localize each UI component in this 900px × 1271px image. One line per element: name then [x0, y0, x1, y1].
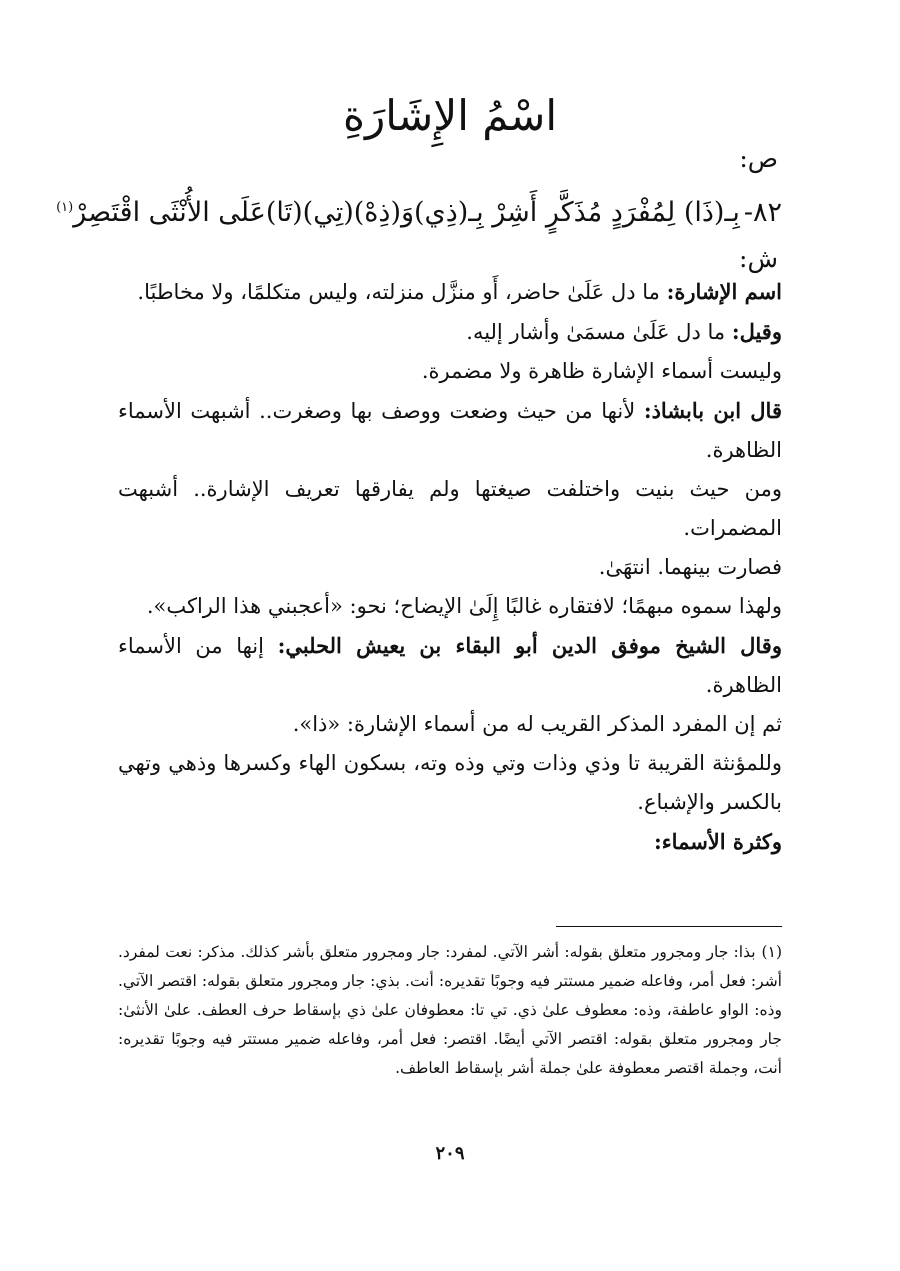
term-heading: قال ابن بابشاذ: [643, 398, 782, 423]
paragraph-text: فصارت بينهما. انتهَىٰ. [598, 555, 782, 579]
page-number: ٢٠٩ [435, 1143, 465, 1164]
commentary-label-shin: ش: [739, 244, 778, 273]
verse-text: بِـ(ذَا) لِمُفْرَدٍ مُذَكَّرٍ أَشِرْ بِـ(ذِي)وَ(ذِهْ)(تِي)(تَا)عَلَى الأُنْثَى اقْتَصِرْ [73, 197, 740, 228]
footnote [118, 938, 782, 1083]
term-heading: اسم الإشارة: [666, 279, 782, 304]
paragraph [118, 391, 782, 470]
paragraph [118, 705, 782, 744]
paragraph-text: ثم إن المفرد المذكر القريب له من أسماء الإشارة: «ذا». [292, 712, 782, 736]
paragraph [118, 587, 782, 626]
footnote-divider [556, 926, 782, 927]
paragraph-text: وليست أسماء الإشارة ظاهرة ولا مضمرة. [421, 359, 782, 383]
paragraph [118, 822, 782, 862]
paragraph-text: وللمؤنثة القريبة تا وذي وذات وتي وذه وته، بسكون الهاء وكسرها وذهي وتهي بالكسر والإشباع. [118, 751, 782, 814]
footnote-text: بذا: جار ومجرور متعلق بقوله: أشر الآتي. لمفرد: جار ومجرور متعلق بأشر كذلك. مذكر: نعت لمفرد. أشر: فعل أمر، وفاعله ضمير مستتر فيه وجوبًا تقديره: أنت. بذي: جار ومجرور متعلق بقوله: اقتصر الآتي. وذه: الواو عاطفة، وذه: معطوف علىٰ ذي. تي تا: معطوفان علىٰ ذي بإسقاط حرف العطف. علىٰ الأنثىٰ: جار ومجرور متعلق بقوله: اقتصر الآتي أيضًا. اقتصر: فعل أمر، وفاعله ضمير مستتر فيه وجوبًا تقديره: أنت، وجملة اقتصر معطوفة علىٰ جملة أشر بإسقاط العاطف. [118, 943, 782, 1077]
paragraph-text: إنها من الأسماء الظاهرة. [118, 634, 782, 697]
text-label-sad: ص: [739, 144, 778, 173]
paragraph [118, 548, 782, 587]
term-heading: وقيل: [731, 319, 782, 344]
verse-line [56, 188, 782, 233]
paragraph [118, 744, 782, 822]
chapter-title: اسْمُ الإِشَارَةِ [342, 91, 558, 140]
term-heading: وقال الشيخ موفق الدين أبو البقاء بن يعيش الحلبي: [277, 633, 782, 658]
paragraph-text: ما دل عَلَىٰ مسمَىٰ وأشار إليه. [466, 320, 732, 344]
footnote-number: (١) [761, 943, 782, 961]
paragraph [118, 470, 782, 548]
paragraph-text: لأنها من حيث وضعت ووصف بها وصغرت.. أشبهت الأسماء الظاهرة. [118, 399, 782, 462]
term-heading: وكثرة الأسماء: [654, 829, 782, 854]
footnote-reference[interactable]: (١) [56, 200, 74, 215]
commentary-body [118, 272, 782, 862]
paragraph [118, 312, 782, 352]
paragraph [118, 272, 782, 312]
paragraph-text: ما دل عَلَىٰ حاضر، أَو منزَّل منزلته، وليس متكلمًا، ولا مخاطبًا. [137, 280, 667, 304]
paragraph [118, 352, 782, 391]
paragraph-text: ومن حيث بنيت واختلفت صيغتها ولم يفارقها تعريف الإشارة.. أشبهت المضمرات. [118, 477, 782, 540]
paragraph [118, 626, 782, 705]
paragraph-text: ولهذا سموه مبهمًا؛ لافتقاره غالبًا إِلَىٰ الإيضاح؛ نحو: «أعجبني هذا الراكب». [146, 594, 782, 618]
verse-number: ٨٢- [743, 197, 782, 228]
